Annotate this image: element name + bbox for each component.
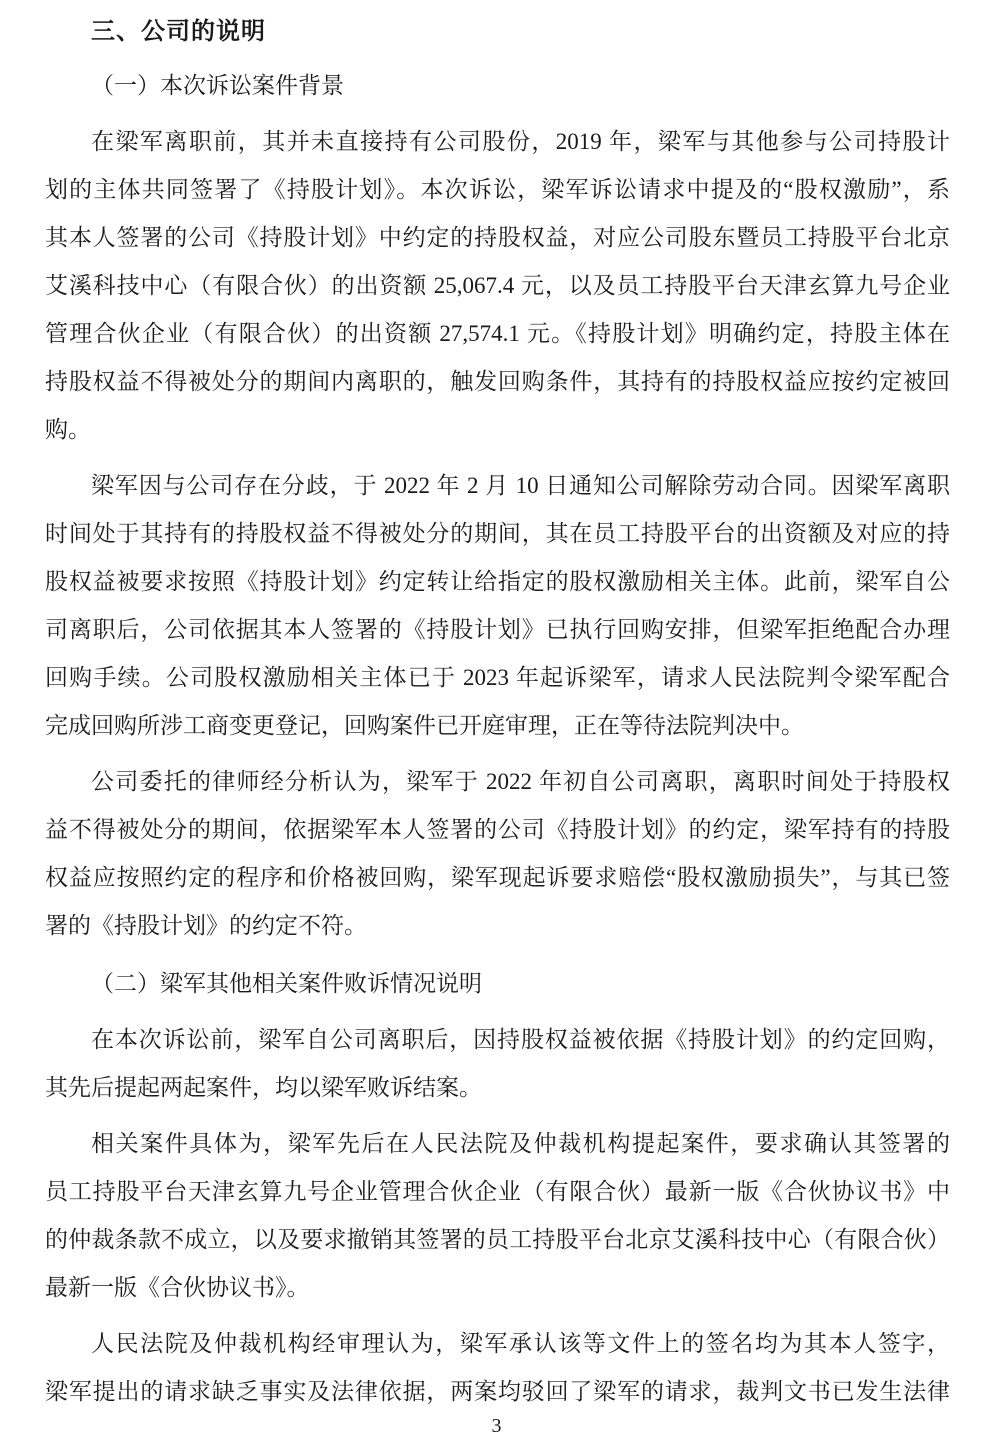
text-line: 人民法院及仲裁机构经审理认为，梁军承认该等文件上的签名均为其本人签字， (91, 1331, 950, 1356)
text-line: 购。 (45, 417, 91, 442)
text-line: 署的《持股计划》的约定不符。 (45, 913, 367, 938)
text-line: 在本次诉讼前，梁军自公司离职后，因持股权益被依据《持股计划》的约定回购， (91, 1027, 950, 1052)
text-line: 完成回购所涉工商变更登记，回购案件已开庭审理，正在等待法院判决中。 (45, 713, 804, 738)
section-heading: 三、公司的说明 (91, 19, 266, 45)
text-line: 梁军因与公司存在分歧，于 2022 年 2 月 10 日通知公司解除劳动合同。因梁军离职 (91, 473, 950, 498)
subsection-heading: （一）本次诉讼案件背景 (91, 73, 344, 98)
text-line: 益不得被处分的期间，依据梁军本人签署的公司《持股计划》的约定，梁军持有的持股 (45, 817, 950, 842)
text-line: 的仲裁条款不成立，以及要求撤销其签署的员工持股平台北京艾溪科技中心（有限合伙） (45, 1227, 950, 1252)
text-line: 公司委托的律师经分析认为，梁军于 2022 年初自公司离职，离职时间处于持股权 (91, 769, 950, 794)
text-line: 管理合伙企业（有限合伙）的出资额 27,574.1 元。《持股计划》明确约定，持股主体在 (45, 321, 950, 346)
text-line: 在梁军离职前，其并未直接持有公司股份，2019 年，梁军与其他参与公司持股计 (91, 129, 950, 154)
text-line: 司离职后，公司依据其本人签署的《持股计划》已执行回购安排，但梁军拒绝配合办理 (45, 617, 950, 642)
text-line: 权益应按照约定的程序和价格被回购，梁军现起诉要求赔偿“股权激励损失”，与其已签 (45, 865, 950, 890)
text-line: 时间处于其持有的持股权益不得被处分的期间，其在员工持股平台的出资额及对应的持 (45, 521, 950, 546)
page-number: 3 (491, 1415, 502, 1437)
text-line: 员工持股平台天津玄算九号企业管理合伙企业（有限合伙）最新一版《合伙协议书》中 (45, 1179, 950, 1204)
paragraph (45, 758, 950, 950)
paragraph (45, 1320, 950, 1416)
text-line: 持股权益不得被处分的期间内离职的，触发回购条件，其持有的持股权益应按约定被回 (45, 369, 950, 394)
text-line: 回购手续。公司股权激励相关主体已于 2023 年起诉梁军，请求人民法院判令梁军配合 (45, 665, 950, 690)
paragraph (45, 1120, 950, 1312)
paragraph (45, 118, 950, 454)
text-line: 其先后提起两起案件，均以梁军败诉结案。 (45, 1075, 482, 1100)
text-line: 其本人签署的公司《持股计划》中约定的持股权益，对应公司股东暨员工持股平台北京 (45, 225, 950, 250)
text-line: 最新一版《合伙协议书》。 (45, 1275, 310, 1300)
text-line: 划的主体共同签署了《持股计划》。本次诉讼，梁军诉讼请求中提及的“股权激励”，系 (45, 177, 950, 202)
text-line: 梁军提出的请求缺乏事实及法律依据，两案均驳回了梁军的请求，裁判文书已发生法律 (45, 1379, 950, 1404)
subsection-heading: （二）梁军其他相关案件败诉情况说明 (91, 971, 482, 996)
paragraph (45, 1016, 950, 1112)
paragraph (45, 462, 950, 750)
text-line: 艾溪科技中心（有限合伙）的出资额 25,067.4 元，以及员工持股平台天津玄算九号企业 (45, 273, 950, 298)
text-line: 相关案件具体为，梁军先后在人民法院及仲裁机构提起案件，要求确认其签署的 (91, 1131, 950, 1156)
text-line: 股权益被要求按照《持股计划》约定转让给指定的股权激励相关主体。此前，梁军自公 (45, 569, 950, 594)
